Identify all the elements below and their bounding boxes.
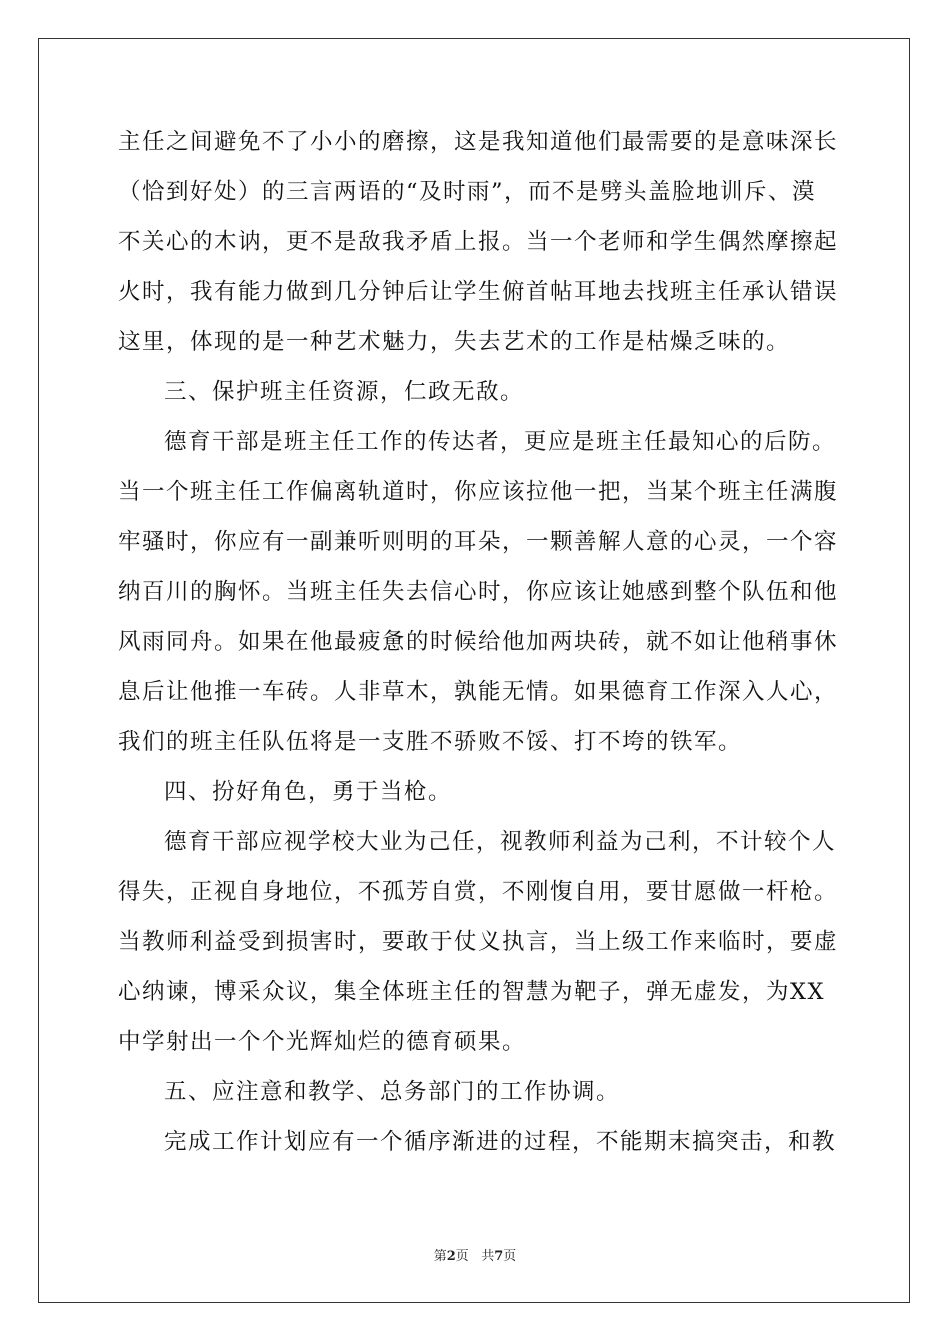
section-heading: 四、扮好角色，勇于当枪。: [164, 779, 453, 805]
text-line: 德育干部是班主任工作的传达者，更应是班主任最知心的后防。: [164, 429, 837, 455]
text-line: 我们的班主任队伍将是一支胜不骄败不馁、打不垮的铁军。: [118, 729, 743, 755]
text-line: 当一个班主任工作偏离轨道时，你应该拉他一把，当某个班主任满腹: [118, 479, 839, 505]
footer-total-prefix: 共: [481, 1249, 495, 1264]
footer-page-word: 页: [455, 1249, 469, 1264]
text-line: 风雨同舟。如果在他最疲惫的时候给他加两块砖，就不如让他稍事休: [118, 629, 839, 655]
text-line: 牢骚时，你应有一副兼听则明的耳朵，一颗善解人意的心灵，一个容: [118, 529, 839, 555]
section-heading: 三、保护班主任资源，仁政无敌。: [164, 379, 525, 405]
footer-total-suffix: 页: [503, 1249, 517, 1264]
current-page-number: 2: [446, 1249, 456, 1264]
text-line: （恰到好处）的三言两语的“及时雨”，而不是劈头盖脸地训斥、漠: [118, 179, 817, 205]
section-heading: 五、应注意和教学、总务部门的工作协调。: [164, 1079, 621, 1105]
text-line: 不关心的木讷，更不是敌我矛盾上报。当一个老师和学生偶然摩擦起: [118, 229, 839, 255]
text-line: 火时，我有能力做到几分钟后让学生俯首帖耳地去找班主任承认错误: [118, 279, 839, 305]
text-line: 完成工作计划应有一个循序渐进的过程，不能期末搞突击，和教: [164, 1129, 837, 1155]
footer-prefix: 第: [433, 1249, 447, 1264]
text-line: 得失，正视自身地位，不孤芳自赏，不刚愎自用，要甘愿做一杆枪。: [118, 879, 839, 905]
text-line: 这里，体现的是一种艺术魅力，失去艺术的工作是枯燥乏味的。: [118, 329, 791, 355]
text-line: 纳百川的胸怀。当班主任失去信心时，你应该让她感到整个队伍和他: [118, 579, 839, 605]
text-line: 德育干部应视学校大业为己任，视教师利益为己利，不计较个人: [164, 829, 837, 855]
text-line: 息后让他推一车砖。人非草木，孰能无情。如果德育工作深入人心，: [118, 679, 839, 705]
total-page-number: 7: [494, 1249, 504, 1264]
text-line: 当教师利益受到损害时，要敢于仗义执言，当上级工作来临时，要虚: [118, 929, 839, 955]
text-line: 心纳谏，博采众议，集全体班主任的智慧为靶子，弹无虚发，为XX: [118, 979, 826, 1005]
text-line: 中学射出一个个光辉灿烂的德育硕果。: [118, 1029, 527, 1055]
text-line: 主任之间避免不了小小的磨擦，这是我知道他们最需要的是意味深长: [118, 129, 839, 155]
page-number-footer: [0, 1248, 950, 1266]
